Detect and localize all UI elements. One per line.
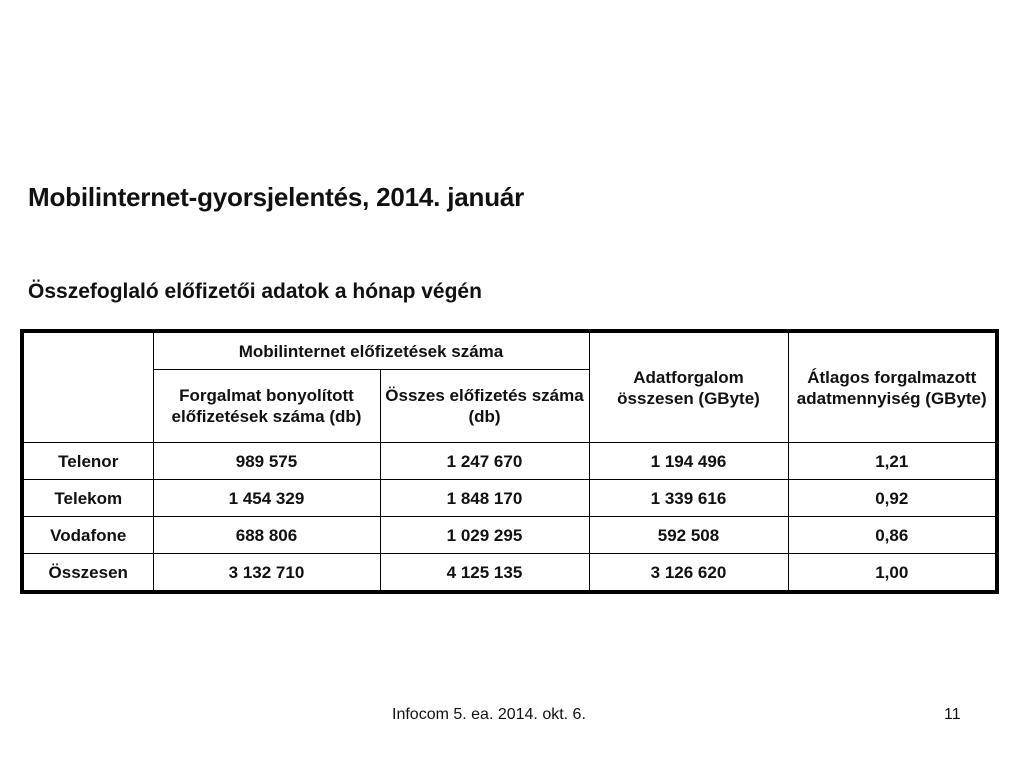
traffic-cell: 1 339 616: [589, 480, 788, 517]
total-cell: 1 029 295: [380, 517, 589, 554]
traffic-cell: 3 126 620: [589, 554, 788, 593]
avg-cell: 1,00: [788, 554, 997, 593]
avg-data-header: Átlagos forgalmazott adatmennyiség (GByte): [788, 331, 997, 443]
active-subscriptions-header: Forgalmat bonyolított előfizetések száma (db): [153, 370, 380, 443]
slide-subtitle: Összefoglaló előfizetői adatok a hónap végén: [28, 280, 482, 303]
table-header-row: [22, 331, 997, 370]
slide-footer: Infocom 5. ea. 2014. okt. 6.: [392, 706, 586, 723]
active-cell: 1 454 329: [153, 480, 380, 517]
traffic-total-header: Adatforgalom összesen (GByte): [589, 331, 788, 443]
operator-cell: Telenor: [22, 443, 153, 480]
operator-cell: Összesen: [22, 554, 153, 593]
active-cell: 3 132 710: [153, 554, 380, 593]
total-subscriptions-header: Összes előfizetés száma (db): [380, 370, 589, 443]
active-cell: 688 806: [153, 517, 380, 554]
total-cell: 4 125 135: [380, 554, 589, 593]
avg-cell: 0,86: [788, 517, 997, 554]
slide-title: Mobilinternet-gyorsjelentés, 2014. január: [28, 182, 525, 212]
active-cell: 989 575: [153, 443, 380, 480]
table-row: [22, 480, 997, 517]
avg-cell: 1,21: [788, 443, 997, 480]
table-row: [22, 443, 997, 480]
total-cell: 1 247 670: [380, 443, 589, 480]
page-number: 11: [944, 706, 961, 723]
traffic-cell: 1 194 496: [589, 443, 788, 480]
table-row: [22, 517, 997, 554]
table-total-row: [22, 554, 997, 593]
operator-cell: Vodafone: [22, 517, 153, 554]
operator-header-cell: [22, 331, 153, 443]
subscription-summary-table: [20, 329, 999, 594]
group-header-cell: Mobilinternet előfizetések száma: [153, 331, 589, 370]
operator-cell: Telekom: [22, 480, 153, 517]
avg-cell: 0,92: [788, 480, 997, 517]
traffic-cell: 592 508: [589, 517, 788, 554]
total-cell: 1 848 170: [380, 480, 589, 517]
